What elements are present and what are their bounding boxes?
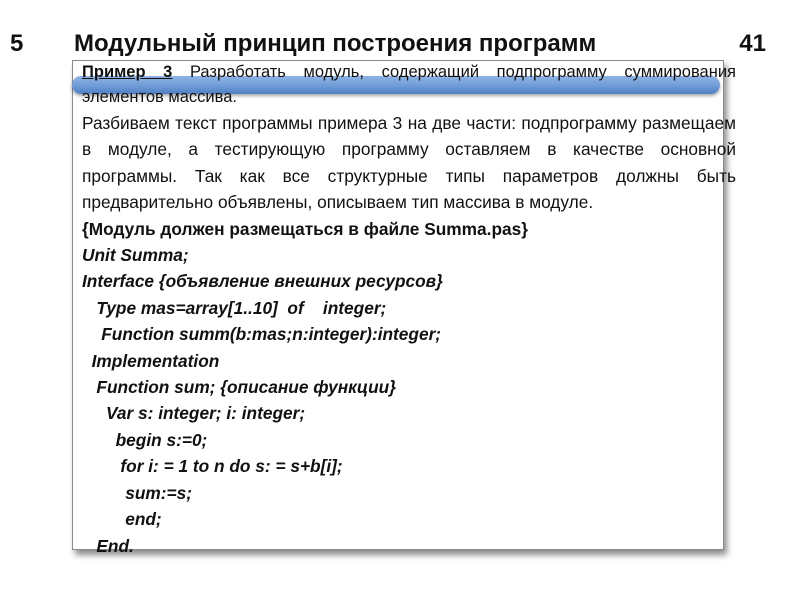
code-line: Unit Summa; — [82, 245, 189, 266]
code-line: for i: = 1 to n do s: = s+b[i]; — [82, 456, 343, 477]
slide-body — [82, 60, 736, 559]
code-line: begin s:=0; — [82, 429, 208, 450]
code-line: End. — [82, 535, 134, 556]
slide-title: Модульный принцип построения программ — [74, 30, 597, 57]
example-statement — [82, 60, 736, 110]
code-line: Function summ(b:mas;n:integer):integer; — [82, 324, 442, 345]
example-label: Пример 3 — [82, 63, 173, 81]
code-line: Var s: integer; i: integer; — [82, 403, 306, 424]
chapter-number: 5 — [10, 30, 24, 57]
example-task-text: Разработать модуль, содержащий подпрограмму суммирования элементов массива. — [82, 63, 736, 106]
code-line: Implementation — [82, 350, 220, 371]
page-number: 41 — [739, 30, 766, 57]
code-comment: {Модуль должен размещаться в файле Summa.pas} — [82, 218, 528, 239]
description-paragraph: Разбиваем текст программы примера 3 на две части: подпрограмму размещаем в модуле, а тестирующую программу оставляем в качестве основной программы. Так как все структурные типы параметров должны быть предварительно объявлены, описываем тип массива в модуле. — [82, 113, 736, 213]
code-line: Interface {объявление внешних ресурсов} — [82, 271, 443, 292]
code-line: Function sum; {описание функции} — [82, 377, 396, 398]
code-line: Type mas=array[1..10] of integer; — [82, 297, 387, 318]
code-line: end; — [82, 509, 162, 530]
code-line: sum:=s; — [82, 482, 192, 503]
